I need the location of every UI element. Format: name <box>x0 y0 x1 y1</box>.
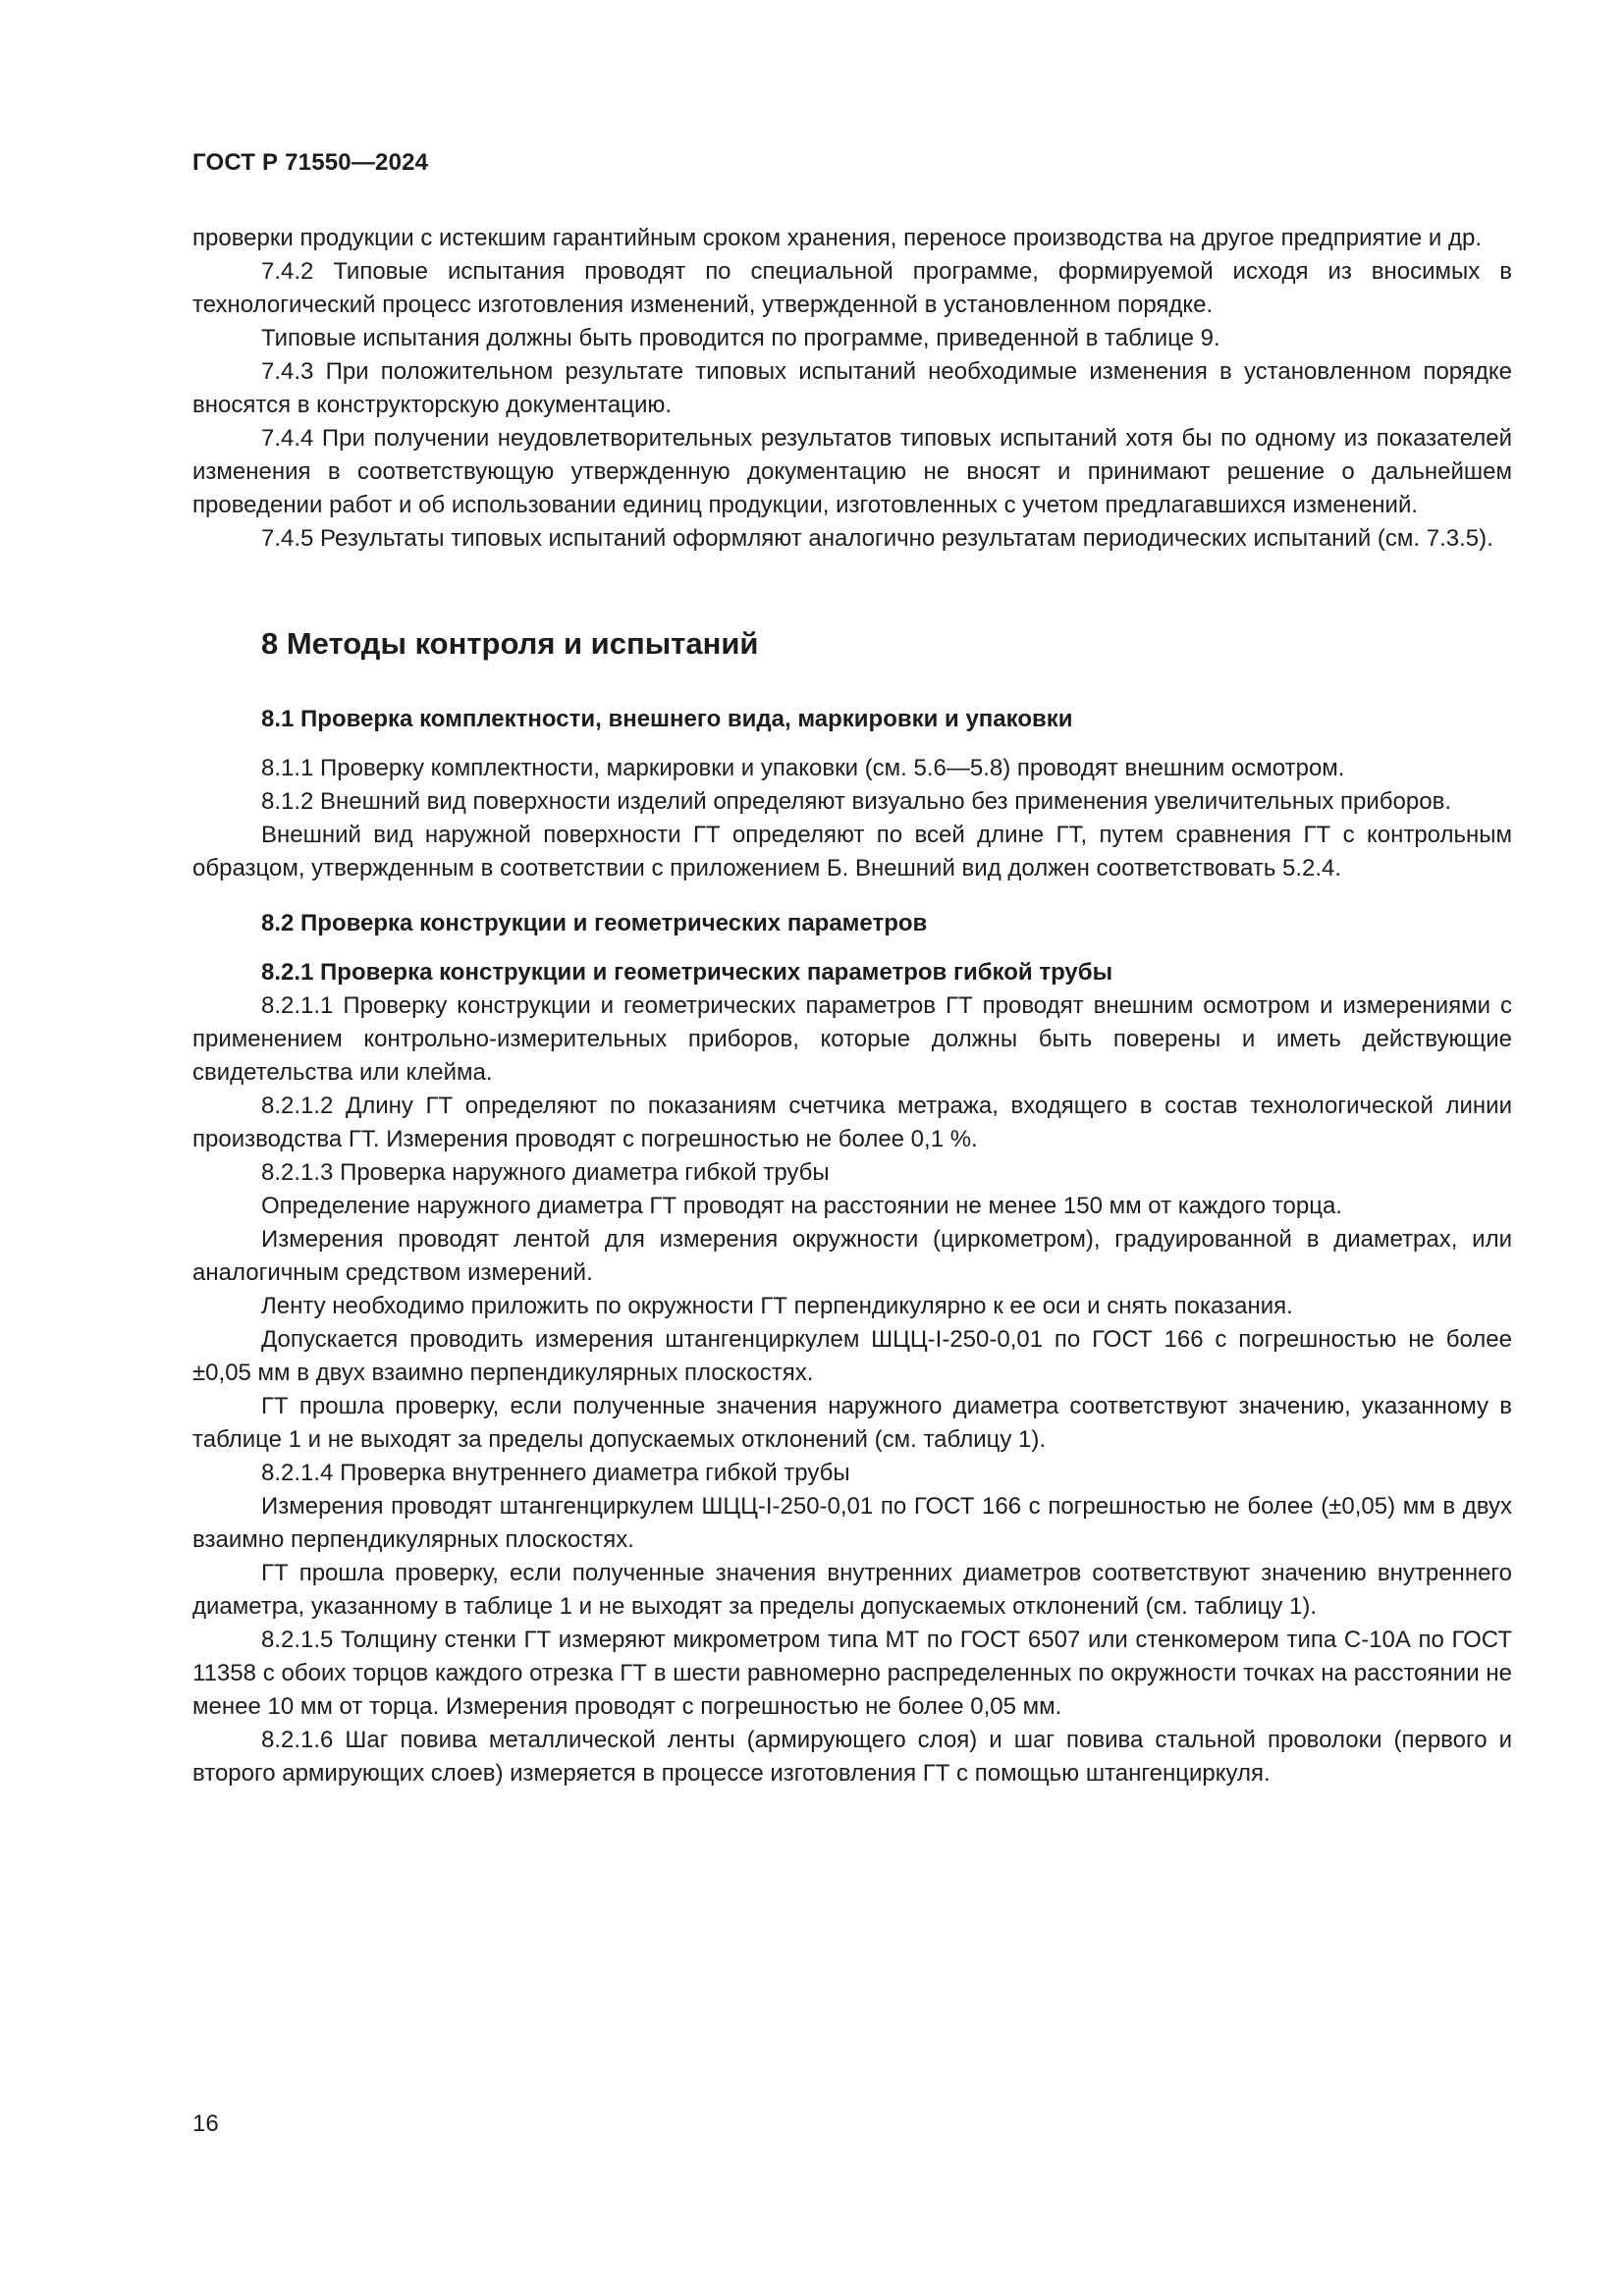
paragraph-8-2-1-3-tape: Измерения проводят лентой для измерения окружности (циркометром), градуированной в диаметрах, или аналогичным средством измерений. <box>192 1226 1512 1286</box>
paragraph-8-2-1-5: 8.2.1.5 Толщину стенки ГТ измеряют микрометром типа МТ по ГОСТ 6507 или стенкомером типа С-10А по ГОСТ 11358 с обоих торцов каждого отрезка ГТ в шести равномерно распределенных по окружности точках на расстоянии не менее 10 мм от торца. Измерения проводят с погрешностью не более 0,05 мм. <box>192 1627 1512 1720</box>
paragraph-8-2-1-2: 8.2.1.2 Длину ГТ определяют по показаниям счетчика метража, входящего в состав технологической линии производства ГТ. Измерения проводят с погрешностью не более 0,1 %. <box>192 1093 1512 1152</box>
paragraph-7-4-2: 7.4.2 Типовые испытания проводят по специальной программе, формируемой исходя из вносимых в технологический процесс изготовления изменений, утвержденной в установленном порядке. <box>192 258 1512 318</box>
paragraph-8-1-2-appearance: Внешний вид наружной поверхности ГТ определяют по всей длине ГТ, путем сравнения ГТ с контрольным образцом, утвержденным в соответствии с приложением Б. Внешний вид должен соответствовать 5.2.4. <box>192 822 1512 881</box>
paragraph-8-2-1-4: 8.2.1.4 Проверка внутреннего диаметра гибкой трубы <box>261 1460 850 1486</box>
paragraph-8-2-1-4-measure: Измерения проводят штангенциркулем ШЦЦ-I-250-0,01 по ГОСТ 166 с погрешностью не более (±0,05) мм в двух взаимно перпендикулярных плоскостях. <box>192 1493 1512 1553</box>
paragraph-7-4-5: 7.4.5 Результаты типовых испытаний оформляют аналогично результатам периодических испытаний (см. 7.3.5). <box>261 525 1493 552</box>
paragraph-8-2-1-1: 8.2.1.1 Проверку конструкции и геометрических параметров ГТ проводят внешним осмотром и измерениями с применением контрольно-измерительных приборов, которые должны быть поверены и иметь действующие свидетельства или клейма. <box>192 992 1512 1086</box>
paragraph-8-2-1-3: 8.2.1.3 Проверка наружного диаметра гибкой трубы <box>261 1159 830 1186</box>
paragraph-7-4-4: 7.4.4 При получении неудовлетворительных результатов типовых испытаний хотя бы по одному из показателей изменения в соответствующую утвержденную документацию не вносят и принимают решение о дальнейшем проведении работ и об использовании единиц продукции, изготовленных с учетом предлагавшихся изменений. <box>192 425 1512 518</box>
paragraph-7-4-3: 7.4.3 При положительном результате типовых испытаний необходимые изменения в установленном порядке вносятся в конструкторскую документацию. <box>192 358 1512 418</box>
section-8-heading: 8 Методы контроля и испытаний <box>261 626 759 661</box>
subsection-8-2-1-heading: 8.2.1 Проверка конструкции и геометрических параметров гибкой трубы <box>261 959 1113 986</box>
page-number: 16 <box>192 2110 219 2137</box>
subsection-8-2-heading: 8.2 Проверка конструкции и геометрических параметров <box>261 910 928 936</box>
paragraph-8-2-1-3-caliper: Допускается проводить измерения штангенциркулем ШЦЦ-I-250-0,01 по ГОСТ 166 с погрешностью не более ±0,05 мм в двух взаимно перпендикулярных плоскостях. <box>192 1326 1512 1386</box>
subsection-8-1-heading: 8.1 Проверка комплектности, внешнего вида, маркировки и упаковки <box>261 706 1073 732</box>
document-body <box>192 222 1512 1790</box>
paragraph-7-4-2-program: Типовые испытания должны быть проводится по программе, приведенной в таблице 9. <box>261 325 1220 351</box>
paragraph-8-1-1: 8.1.1 Проверку комплектности, маркировки и упаковки (см. 5.6—5.8) проводят внешним осмотром. <box>261 755 1345 781</box>
paragraph-8-2-1-3-apply: Ленту необходимо приложить по окружности ГТ перпендикулярно к ее оси и снять показания. <box>261 1293 1293 1319</box>
paragraph-intro-continuation: проверки продукции с истекшим гарантийным сроком хранения, переносе производства на другое предприятие и др. <box>192 225 1482 251</box>
paragraph-8-1-2: 8.1.2 Внешний вид поверхности изделий определяют визуально без применения увеличительных приборов. <box>261 788 1452 815</box>
paragraph-8-2-1-4-pass: ГТ прошла проверку, если полученные значения внутренних диаметров соответствуют значению внутреннего диаметра, указанному в таблице 1 и не выходят за пределы допускаемых отклонений (см. таблицу 1). <box>192 1560 1512 1620</box>
paragraph-8-2-1-3-distance: Определение наружного диаметра ГТ проводят на расстоянии не менее 150 мм от каждого торца. <box>261 1193 1342 1219</box>
paragraph-8-2-1-3-pass: ГТ прошла проверку, если полученные значения наружного диаметра соответствуют значению, указанному в таблице 1 и не выходят за пределы допускаемых отклонений (см. таблицу 1). <box>192 1393 1512 1453</box>
document-header-code: ГОСТ Р 71550—2024 <box>192 149 429 176</box>
paragraph-8-2-1-6: 8.2.1.6 Шаг повива металлической ленты (армирующего слоя) и шаг повива стальной проволоки (первого и второго армирующих слоев) измеряется в процессе изготовления ГТ с помощью штангенциркуля. <box>192 1727 1512 1787</box>
